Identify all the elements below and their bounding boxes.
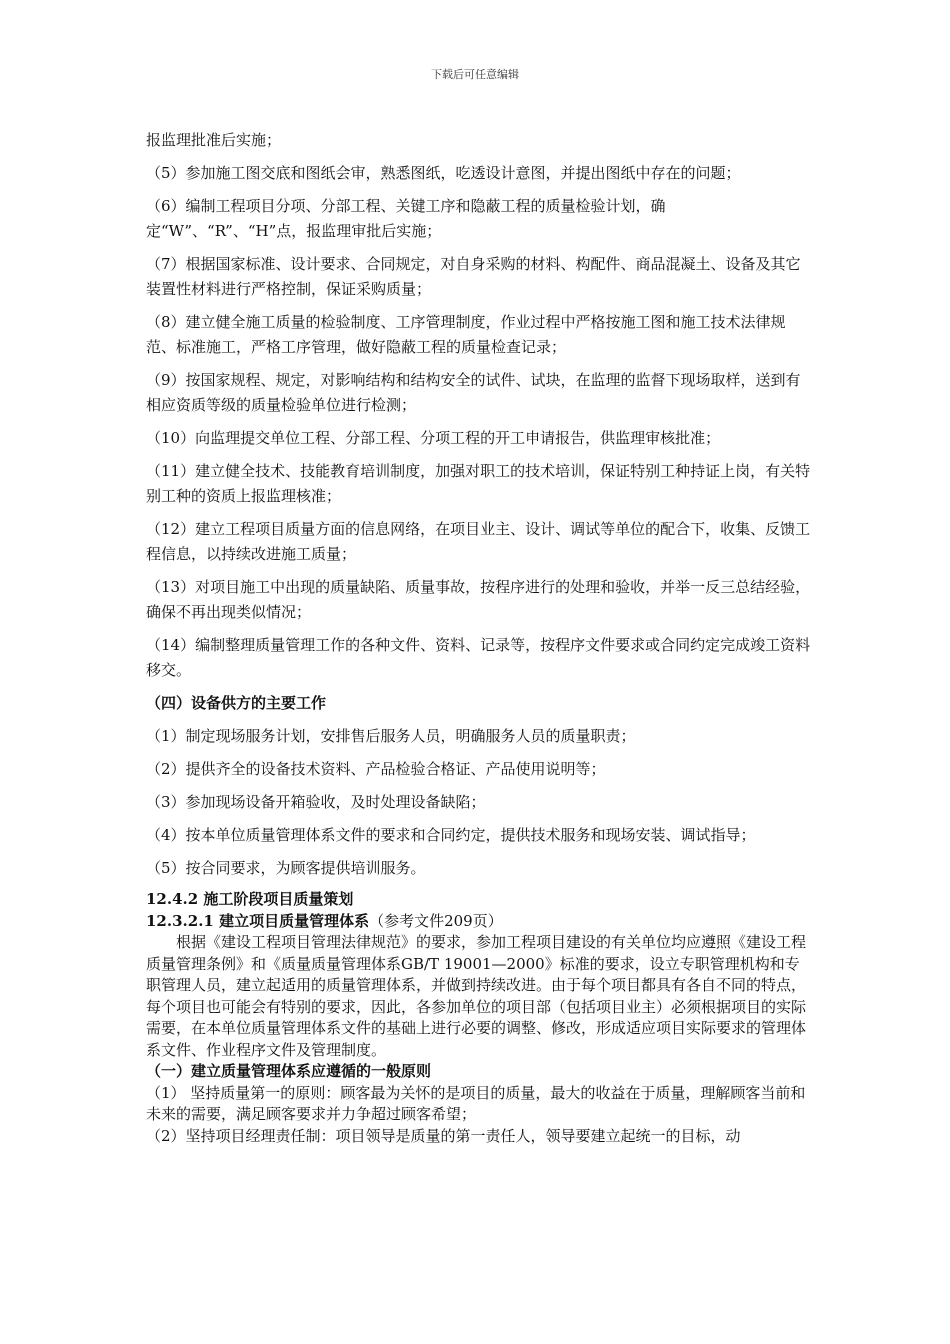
- section-heading: （一）建立质量管理体系应遵循的一般原则: [146, 1062, 432, 1080]
- paragraph: （5）参加施工图交底和图纸会审，熟悉图纸，吃透设计意图，并提出图纸中存在的问题；: [146, 164, 741, 182]
- list-item: （2）坚持项目经理责任制：项目领导是质量的第一责任人，领导要建立起统一的目标，动: [146, 1126, 741, 1145]
- paragraph: （7）根据国家标准、设计要求、合同规定，对自身采购的材料、构配件、商品混凝土、设备及其它装置性材料进行严格控制，保证采购质量；: [146, 255, 801, 298]
- list-item: （1）制定现场服务计划，安排售后服务人员，明确服务人员的质量职责；: [146, 727, 636, 745]
- list-item: （1） 坚持质量第一的原则：顾客最为关怀的是项目的质量，最大的收益在于质量，理解顾客当前和未来的需要，满足顾客要求并力争超过顾客希望；: [146, 1083, 806, 1123]
- paragraph: （9）按国家规程、规定，对影响结构和结构安全的试件、试块，在监理的监督下现场取样，送到有相应资质等级的质量检验单位进行检测；: [146, 371, 801, 414]
- section-heading: （四）设备供方的主要工作: [146, 694, 327, 712]
- page-header: 下载后可任意编辑: [431, 68, 519, 81]
- heading-reference: （参考文件209页）: [369, 911, 503, 930]
- paragraph: （14）编制整理质量管理工作的各种文件、资料、记录等，按程序文件要求或合同约定完成竣工资料移交。: [146, 636, 811, 679]
- paragraph: （13）对项目施工中出现的质量缺陷、质量事故，按程序进行的处理和验收，并举一反三总结经验，确保不再出现类似情况；: [146, 578, 811, 621]
- paragraph: （11）建立健全技术、技能教育培训制度，加强对职工的技术培训，保证特别工种持证上岗，有关特别工种的资质上报监理核准；: [146, 462, 811, 505]
- list-item: （4）按本单位质量管理体系文件的要求和合同约定，提供技术服务和现场安装、调试指导；: [146, 826, 756, 844]
- list-item: （5）按合同要求，为顾客提供培训服务。: [146, 859, 426, 877]
- subsubsection-heading: [146, 911, 814, 933]
- paragraph: （6）编制工程项目分项、分部工程、关键工序和隐蔽工程的质量检验计划，确定“W”、“R”、“H”点，报监理审批后实施；: [146, 197, 666, 240]
- document-body: [146, 128, 814, 1147]
- subsection-heading: 12.4.2 施工阶段项目质量策划: [146, 890, 354, 908]
- paragraph: （10）向监理提交单位工程、分部工程、分项工程的开工申请报告，供监理审核批准；: [146, 429, 721, 447]
- paragraph: （8）建立健全施工质量的检验制度、工序管理制度，作业过程中严格按施工图和施工技术法律规范、标准施工，严格工序管理，做好隐蔽工程的质量检查记录；: [146, 313, 786, 356]
- paragraph: （12）建立工程项目质量方面的信息网络，在项目业主、设计、调试等单位的配合下，收集、反馈工程信息，以持续改进施工质量；: [146, 520, 811, 563]
- list-item: （2）提供齐全的设备技术资料、产品检验合格证、产品使用说明等；: [146, 760, 606, 778]
- body-paragraph: 根据《建设工程项目管理法律规范》的要求，参加工程项目建设的有关单位均应遵照《建设工程质量管理条例》和《质量质量管理体系GB/T 19001—2000》标准的要求，设立专职管理机构和专职管理人员，建立起适用的质量管理体系，并做到持续改进。由于每个项目都具有各自不同的特点，每个项目也可能会有特别的要求，因此，各参加单位的项目部（包括项目业主）必须根据项目的实际需要，在本单位质量管理体系文件的基础上进行必要的调整、修改，形成适应项目实际要求的管理体系文件、作业程序文件及管理制度。: [146, 933, 807, 1059]
- heading-number-title: 12.3.2.1 建立项目质量管理体系: [146, 911, 370, 930]
- list-item: （3）参加现场设备开箱验收，及时处理设备缺陷；: [146, 793, 486, 811]
- paragraph: 报监理批准后实施；: [146, 131, 282, 149]
